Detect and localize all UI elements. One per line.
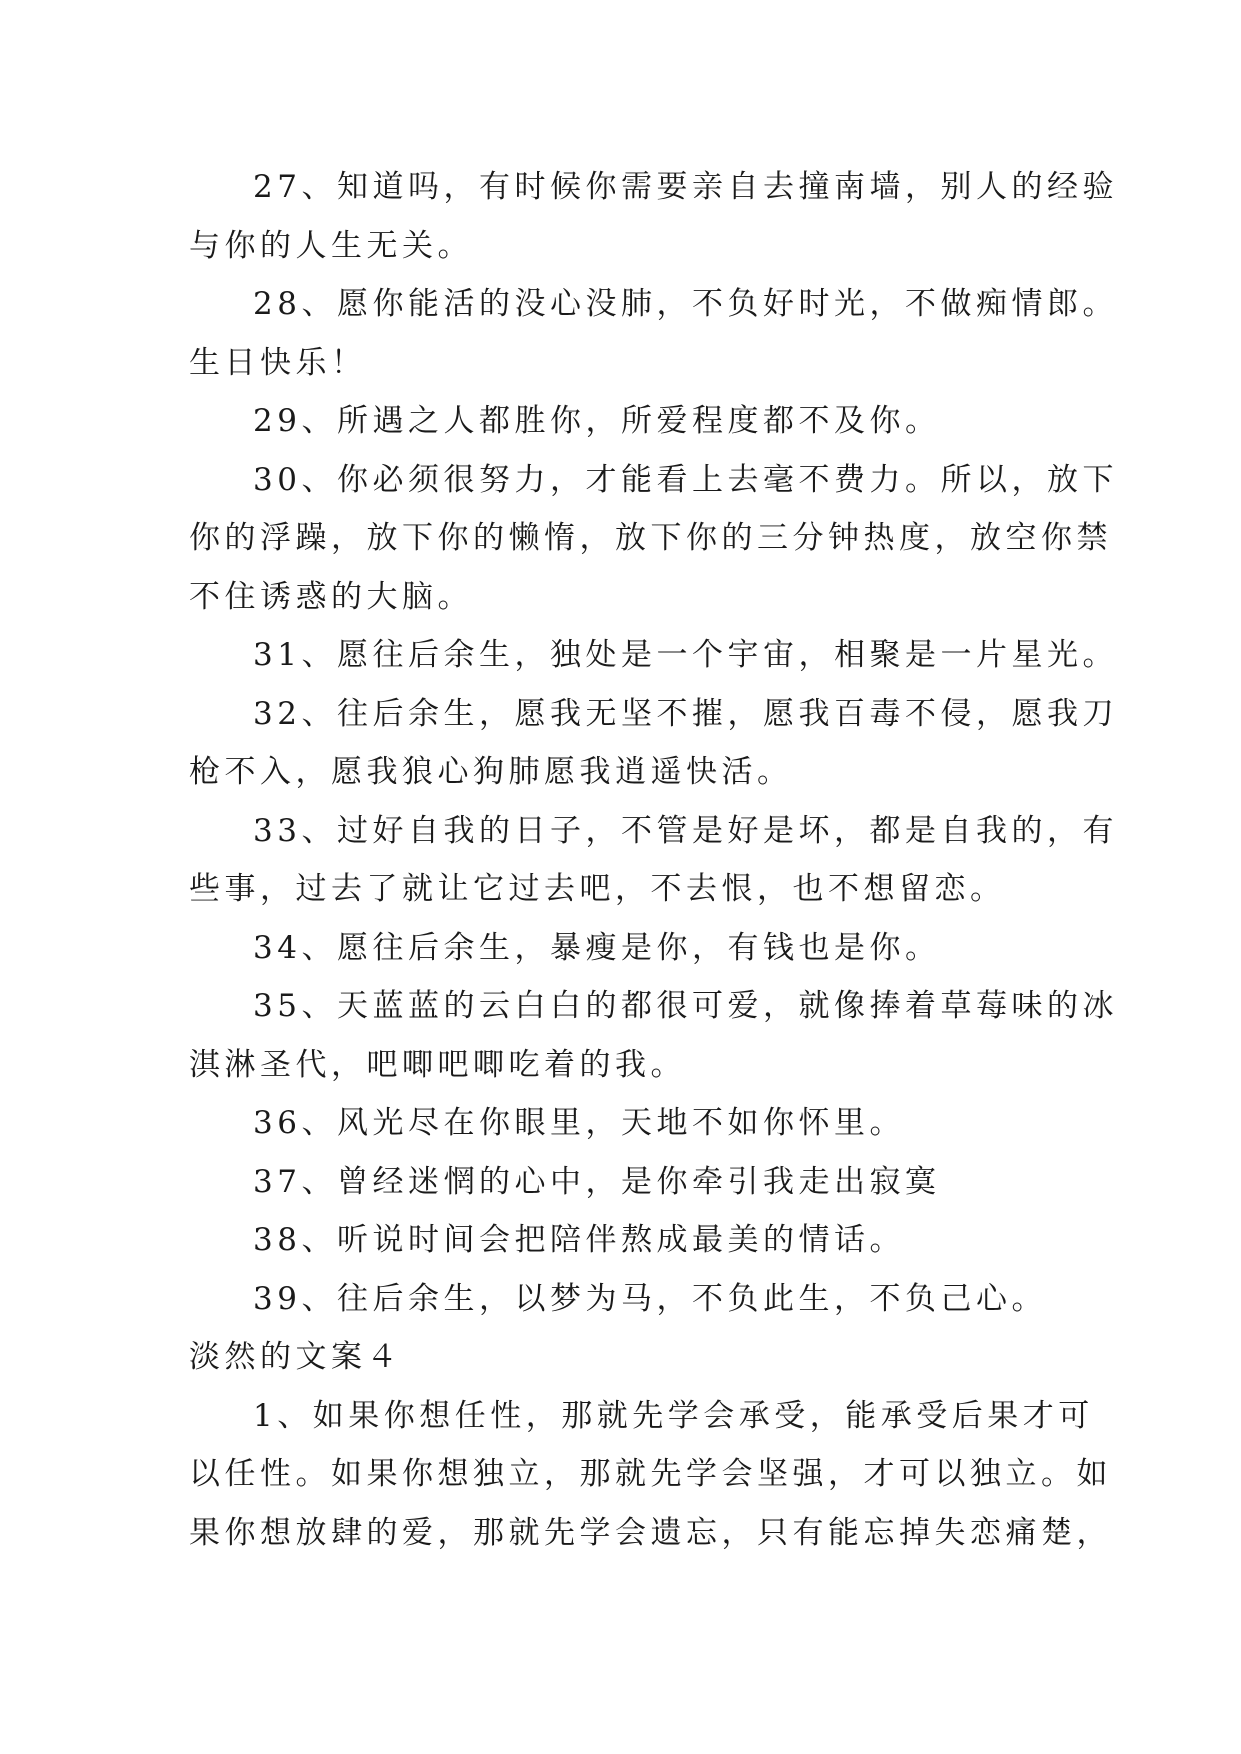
text-line: 28、愿你能活的没心没肺，不负好时光，不做痴情郎。	[253, 286, 1118, 322]
paragraph	[189, 1270, 1069, 1329]
paragraph	[189, 275, 1118, 392]
text-line: 淡然的文案４	[189, 1339, 402, 1375]
text-line: 38、听说时间会把陪伴熬成最美的情话。	[253, 1222, 905, 1258]
document-body	[189, 158, 1118, 1562]
text-line: 与你的人生无关。	[189, 227, 473, 264]
text-line: 生日快乐！	[189, 344, 367, 381]
text-line: 35、天蓝蓝的云白白的都很可爱，就像捧着草莓味的冰	[253, 988, 1118, 1024]
text-line: 36、风光尽在你眼里，天地不如你怀里。	[253, 1105, 905, 1141]
text-line: 果你想放肆的爱，那就先学会遗忘，只有能忘掉失恋痛楚，	[189, 1514, 1112, 1551]
paragraph	[189, 392, 1069, 451]
text-line: 39、往后余生，以梦为马，不负此生，不负己心。	[253, 1280, 1047, 1317]
text-line: 淇淋圣代，吧唧吧唧吃着的我。	[189, 1046, 686, 1083]
text-line: 以任性。如果你想独立，那就先学会坚强，才可以独立。如	[189, 1456, 1112, 1492]
paragraph	[189, 802, 1118, 919]
text-line: 不住诱惑的大脑。	[189, 578, 473, 615]
paragraph	[189, 1094, 1069, 1153]
text-line: 些事，过去了就让它过去吧，不去恨，也不想留恋。	[189, 871, 1006, 907]
text-line: 34、愿往后余生，暴瘦是你，有钱也是你。	[253, 929, 941, 966]
text-line: 1、如果你想任性，那就先学会承受，能承受后果才可	[253, 1397, 1094, 1434]
paragraph	[189, 158, 1118, 275]
text-line: 30、你必须很努力，才能看上去毫不费力。所以，放下	[253, 461, 1118, 498]
text-line: 32、往后余生，愿我无坚不摧，愿我百毒不侵，愿我刀	[253, 695, 1118, 732]
paragraph	[189, 919, 1069, 978]
paragraph	[189, 451, 1118, 627]
paragraph	[189, 1211, 1069, 1270]
paragraph	[189, 685, 1118, 802]
text-line: 31、愿往后余生，独处是一个宇宙，相聚是一片星光。	[253, 637, 1118, 673]
text-line: 27、知道吗，有时候你需要亲自去撞南墙，别人的经验	[253, 169, 1118, 205]
text-line: 你的浮躁，放下你的懒惰，放下你的三分钟热度，放空你禁	[189, 520, 1112, 556]
text-line: 枪不入，愿我狼心狗肺愿我逍遥快活。	[189, 754, 793, 790]
paragraph	[189, 1387, 1112, 1563]
paragraph	[189, 1153, 1069, 1212]
section-heading	[189, 1328, 1069, 1387]
text-line: 33、过好自我的日子，不管是好是坏，都是自我的，有	[253, 812, 1118, 849]
text-line: 37、曾经迷惘的心中，是你牵引我走出寂寞	[253, 1163, 941, 1200]
paragraph	[189, 626, 1118, 685]
text-line: 29、所遇之人都胜你，所爱程度都不及你。	[253, 403, 941, 439]
paragraph	[189, 977, 1118, 1094]
